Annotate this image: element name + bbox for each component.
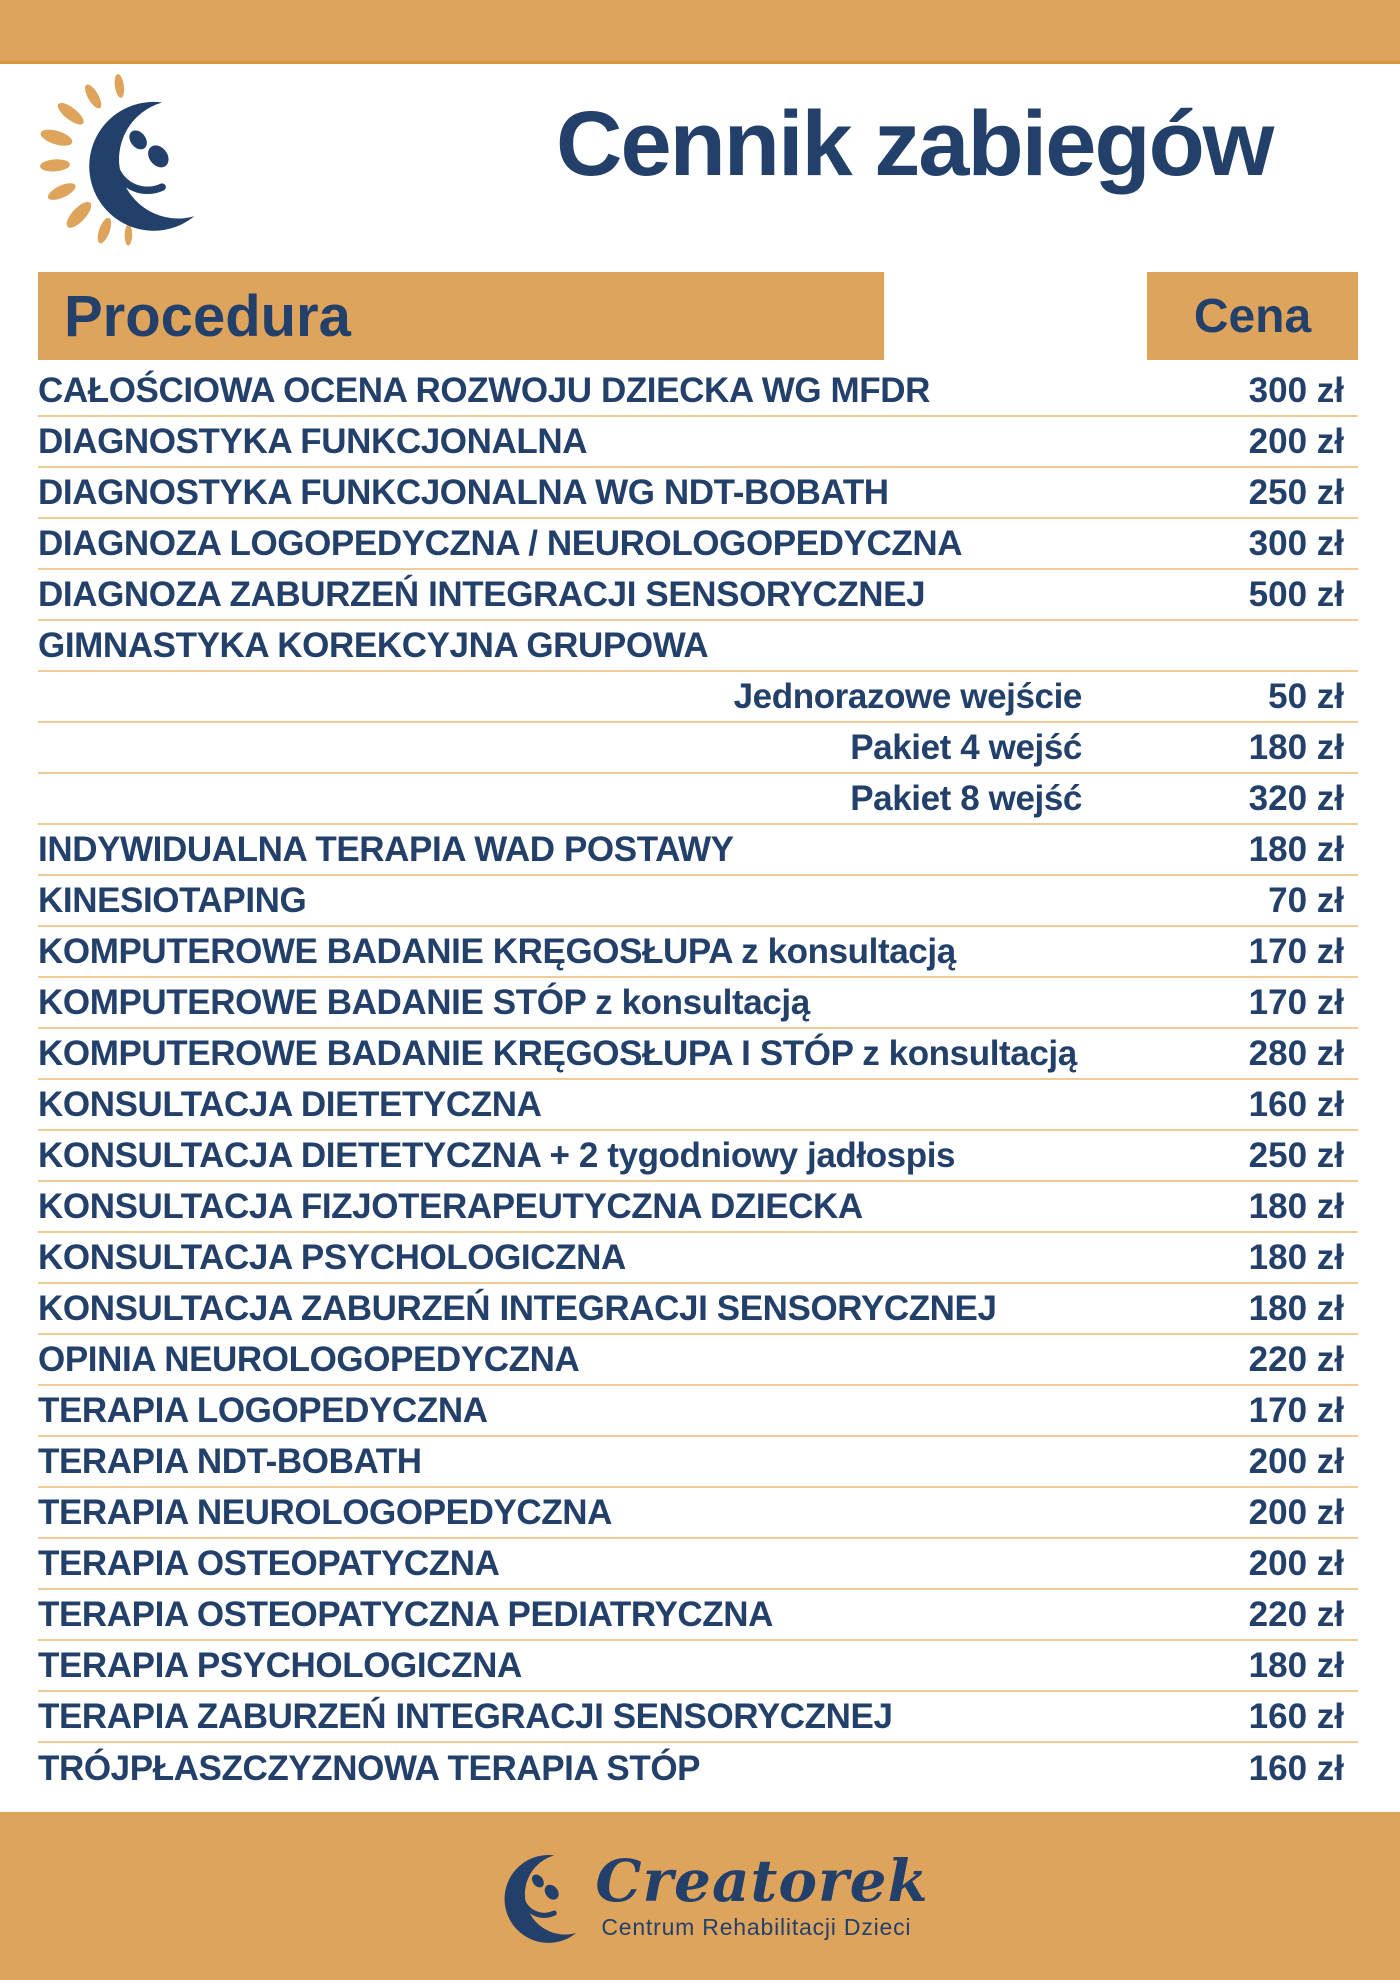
row-price: 180 zł	[1248, 830, 1344, 869]
row-name: KONSULTACJA DIETETYCZNA	[38, 1085, 542, 1124]
column-header-procedure	[38, 272, 884, 360]
table-row	[38, 1284, 1358, 1335]
row-name: KONSULTACJA ZABURZEŃ INTEGRACJI SENSORYCZNEJ	[38, 1289, 997, 1328]
row-price: 180 zł	[1248, 1289, 1344, 1328]
table-row	[38, 1539, 1358, 1590]
row-name: DIAGNOSTYKA FUNKCJONALNA	[38, 422, 588, 461]
row-name: TERAPIA NEUROLOGOPEDYCZNA	[38, 1493, 613, 1532]
footer-orange-bar	[0, 1812, 1400, 1980]
table-row	[38, 1590, 1358, 1641]
table-row	[38, 723, 1358, 774]
row-price: 320 zł	[1248, 779, 1344, 818]
row-price: 250 zł	[1248, 1136, 1344, 1175]
footer-sun-smile-logo	[471, 1836, 591, 1956]
row-price: 170 zł	[1248, 983, 1344, 1022]
table-row	[38, 774, 1358, 825]
row-price: 200 zł	[1248, 1493, 1344, 1532]
row-name: TERAPIA ZABURZEŃ INTEGRACJI SENSORYCZNEJ	[38, 1697, 893, 1736]
row-name: Jednorazowe wejście	[733, 677, 1082, 716]
table-row	[38, 366, 1358, 417]
row-name: KONSULTACJA PSYCHOLOGICZNA	[38, 1238, 626, 1277]
row-name: Pakiet 4 wejść	[850, 728, 1082, 767]
row-name: KOMPUTEROWE BADANIE STÓP z konsultacją	[38, 983, 810, 1022]
price-table-body	[38, 366, 1358, 1794]
row-price: 160 zł	[1248, 1085, 1344, 1124]
sun-smile-logo	[40, 74, 216, 250]
table-row	[38, 621, 1358, 672]
column-header-procedure-label: Procedura	[64, 283, 351, 349]
row-name: TRÓJPŁASZCZYZNOWA TERAPIA STÓP	[38, 1749, 701, 1788]
row-name: KOMPUTEROWE BADANIE KRĘGOSŁUPA z konsultacją	[38, 932, 956, 971]
row-price: 220 zł	[1248, 1340, 1344, 1379]
row-price: 170 zł	[1248, 932, 1344, 971]
page-title: Cennik zabiegów	[556, 93, 1273, 195]
table-row	[38, 468, 1358, 519]
table-row	[38, 570, 1358, 621]
column-header-price-label: Cena	[1193, 289, 1312, 343]
table-row	[38, 1488, 1358, 1539]
row-price: 170 zł	[1248, 1391, 1344, 1430]
row-price: 220 zł	[1248, 1595, 1344, 1634]
row-price: 160 zł	[1248, 1697, 1344, 1736]
brand-name: Creatorek	[595, 1846, 929, 1915]
table-row	[38, 825, 1358, 876]
row-name: DIAGNOZA LOGOPEDYCZNA / NEUROLOGOPEDYCZNA	[38, 524, 963, 563]
table-row	[38, 1743, 1358, 1794]
row-name: TERAPIA LOGOPEDYCZNA	[38, 1391, 488, 1430]
row-price: 300 zł	[1248, 524, 1344, 563]
row-name: KONSULTACJA FIZJOTERAPEUTYCZNA DZIECKA	[38, 1187, 863, 1226]
table-row	[38, 1182, 1358, 1233]
table-row	[38, 672, 1358, 723]
row-price: 180 zł	[1248, 1238, 1344, 1277]
column-header-price	[1147, 272, 1358, 360]
row-price: 200 zł	[1248, 1544, 1344, 1583]
row-name: TERAPIA OSTEOPATYCZNA	[38, 1544, 500, 1583]
row-price: 250 zł	[1248, 473, 1344, 512]
row-name: KONSULTACJA DIETETYCZNA + 2 tygodniowy jadłospis	[38, 1136, 956, 1175]
row-name: Pakiet 8 wejść	[850, 779, 1082, 818]
row-name: TERAPIA PSYCHOLOGICZNA	[38, 1646, 522, 1685]
table-row	[38, 417, 1358, 468]
row-name: GIMNASTYKA KOREKCYJNA GRUPOWA	[38, 626, 709, 665]
footer-brand-block	[471, 1836, 928, 1956]
brand-tagline: Centrum Rehabilitacji Dzieci	[601, 1913, 912, 1940]
table-row	[38, 978, 1358, 1029]
row-name: DIAGNOSTYKA FUNKCJONALNA WG NDT-BOBATH	[38, 473, 889, 512]
table-row	[38, 1131, 1358, 1182]
table-row	[38, 519, 1358, 570]
table-row	[38, 1029, 1358, 1080]
row-price: 280 zł	[1248, 1034, 1344, 1073]
table-row	[38, 1233, 1358, 1284]
row-price: 200 zł	[1248, 422, 1344, 461]
row-name: INDYWIDUALNA TERAPIA WAD POSTAWY	[38, 830, 734, 869]
table-row	[38, 876, 1358, 927]
table-row	[38, 1080, 1358, 1131]
row-name: DIAGNOZA ZABURZEŃ INTEGRACJI SENSORYCZNEJ	[38, 575, 926, 614]
table-row	[38, 1692, 1358, 1743]
row-price: 300 zł	[1248, 371, 1344, 410]
row-price: 180 zł	[1248, 728, 1344, 767]
table-row	[38, 1386, 1358, 1437]
table-row	[38, 1437, 1358, 1488]
row-name: TERAPIA NDT-BOBATH	[38, 1442, 422, 1481]
row-name: KINESIOTAPING	[38, 881, 307, 920]
row-price: 200 zł	[1248, 1442, 1344, 1481]
footer-brand-text	[595, 1846, 929, 1941]
table-row	[38, 1641, 1358, 1692]
row-name: OPINIA NEUROLOGOPEDYCZNA	[38, 1340, 580, 1379]
row-price: 500 zł	[1248, 575, 1344, 614]
row-price: 180 zł	[1248, 1187, 1344, 1226]
table-row	[38, 927, 1358, 978]
row-name: CAŁOŚCIOWA OCENA ROZWOJU DZIECKA WG MFDR	[38, 371, 931, 410]
table-row	[38, 1335, 1358, 1386]
row-price: 180 zł	[1248, 1646, 1344, 1685]
row-price: 50 zł	[1268, 677, 1344, 716]
row-price: 70 zł	[1268, 881, 1344, 920]
row-price: 160 zł	[1248, 1749, 1344, 1788]
row-name: TERAPIA OSTEOPATYCZNA PEDIATRYCZNA	[38, 1595, 774, 1634]
row-name: KOMPUTEROWE BADANIE KRĘGOSŁUPA I STÓP z konsultacją	[38, 1034, 1077, 1073]
top-orange-bar	[0, 0, 1400, 64]
